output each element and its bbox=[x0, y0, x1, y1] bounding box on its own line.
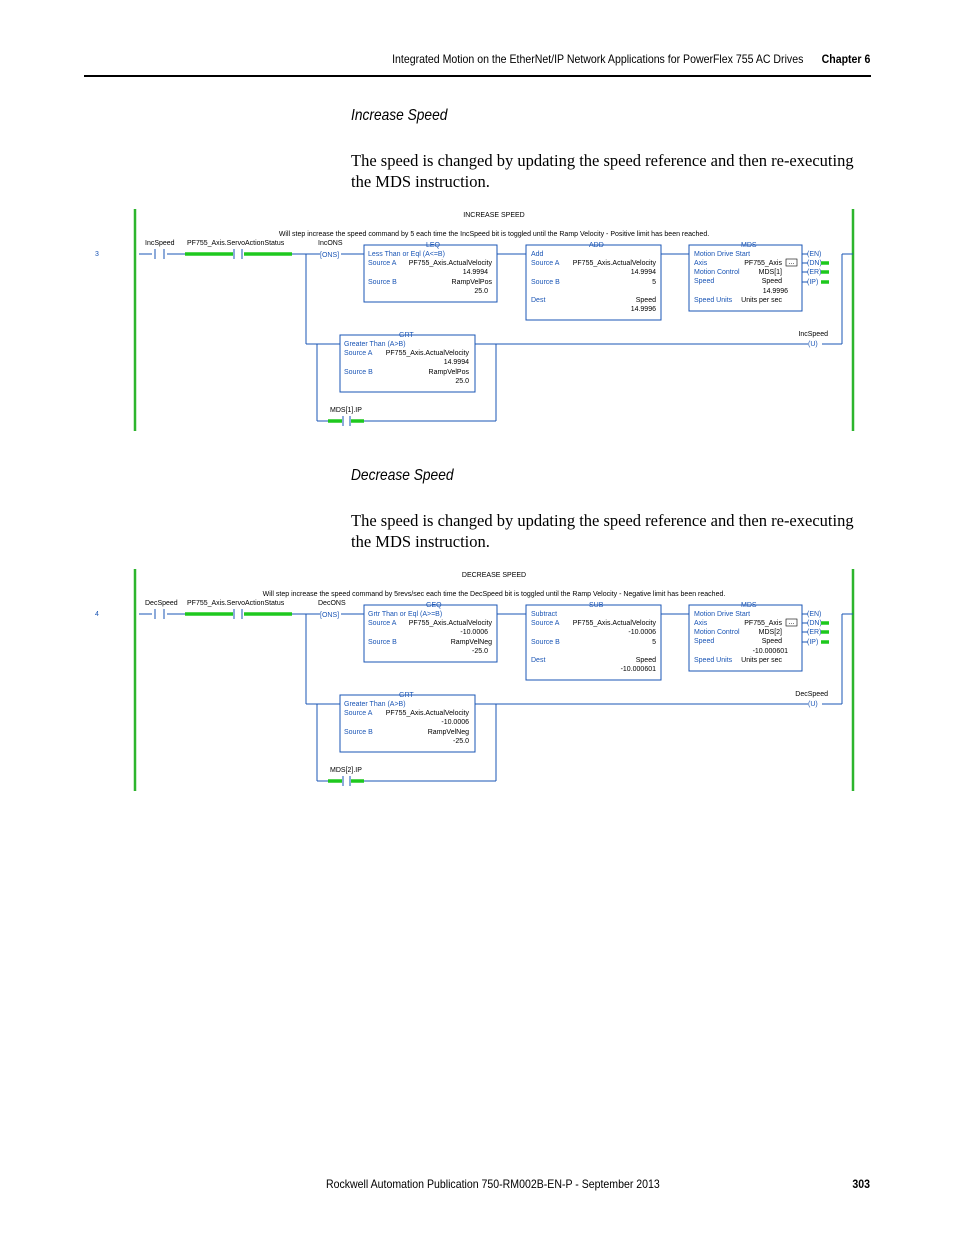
mds-output-en: (EN) bbox=[807, 611, 822, 618]
svg-text:MDS[2].IP: MDS[2].IP bbox=[330, 767, 362, 774]
svg-text:Source B: Source B bbox=[344, 729, 373, 736]
rung-comment: Will step increase the speed command by 5revs/sec each time the DecSpeed bit is toggled until the Ramp Velocity - Negative limit has been reached. bbox=[262, 591, 726, 598]
svg-text:Source A: Source A bbox=[344, 710, 373, 717]
section-paragraph-increase-speed: The speed is changed by updating the speed reference and then re-executing the MDS instruction. bbox=[351, 151, 854, 191]
mds-output-dn: (DN) bbox=[807, 260, 822, 267]
svg-text:Units per sec: Units per sec bbox=[741, 657, 782, 664]
svg-text:Axis: Axis bbox=[694, 260, 708, 267]
svg-text:(U): (U) bbox=[808, 341, 818, 348]
mds-output-er: (ER) bbox=[807, 629, 822, 636]
svg-text:Subtract: Subtract bbox=[531, 611, 558, 618]
mds-instruction-box bbox=[689, 602, 829, 671]
svg-text:RampVelPos: RampVelPos bbox=[451, 279, 492, 286]
svg-text:-10.000601: -10.000601 bbox=[752, 648, 788, 655]
svg-text:MDS: MDS bbox=[741, 242, 757, 249]
svg-text:Source B: Source B bbox=[531, 279, 560, 286]
svg-text:Units per sec: Units per sec bbox=[741, 297, 782, 304]
svg-text:Speed: Speed bbox=[694, 638, 715, 645]
svg-text:RampVelNeg: RampVelNeg bbox=[450, 639, 492, 646]
svg-text:Greater Than (A>B): Greater Than (A>B) bbox=[344, 701, 406, 708]
running-header-title: Integrated Motion on the EtherNet/IP Network Applications for PowerFlex 755 AC Drives bbox=[391, 52, 803, 66]
svg-text:5: 5 bbox=[652, 639, 656, 646]
svg-text:PF755_Axis.ActualVelocity: PF755_Axis.ActualVelocity bbox=[385, 710, 469, 717]
svg-text:PF755_Axis.ServoActionStatus: PF755_Axis.ServoActionStatus bbox=[187, 600, 285, 607]
svg-text:14.9994: 14.9994 bbox=[630, 269, 656, 276]
svg-text:RampVelPos: RampVelPos bbox=[428, 369, 469, 376]
svg-text:DecSpeed: DecSpeed bbox=[795, 691, 828, 698]
svg-text:Source B: Source B bbox=[531, 639, 560, 646]
mds-output-ip: (IP) bbox=[807, 639, 819, 646]
svg-text:ADD: ADD bbox=[589, 242, 604, 249]
mds-output-dn: (DN) bbox=[807, 620, 822, 627]
otu-unlatch-coil bbox=[798, 331, 828, 348]
otu-unlatch-coil bbox=[795, 691, 828, 708]
svg-text:Source B: Source B bbox=[344, 369, 373, 376]
svg-text:...: ... bbox=[788, 259, 795, 266]
svg-text:Axis: Axis bbox=[694, 620, 708, 627]
svg-text:Grtr Than or Eql (A>=B): Grtr Than or Eql (A>=B) bbox=[368, 611, 443, 618]
rung-number: 3 bbox=[95, 251, 99, 258]
svg-text:5: 5 bbox=[652, 279, 656, 286]
svg-text:RampVelNeg: RampVelNeg bbox=[427, 729, 469, 736]
svg-text:LEQ: LEQ bbox=[426, 242, 441, 249]
ons-instruction bbox=[318, 240, 343, 259]
svg-text:-25.0: -25.0 bbox=[472, 648, 488, 655]
svg-text:GEQ: GEQ bbox=[426, 602, 442, 609]
svg-text:SUB: SUB bbox=[589, 602, 604, 609]
math-instruction-box bbox=[526, 602, 661, 680]
rung-title: INCREASE SPEED bbox=[463, 212, 525, 219]
svg-text:Speed: Speed bbox=[635, 297, 656, 304]
svg-text:MDS[1]: MDS[1] bbox=[758, 269, 782, 276]
footer-page-number: 303 bbox=[852, 1177, 870, 1191]
section-paragraph-decrease-speed: The speed is changed by updating the speed reference and then re-executing the MDS instruction. bbox=[351, 511, 854, 551]
svg-text:PF755_Axis.ActualVelocity: PF755_Axis.ActualVelocity bbox=[385, 350, 469, 357]
svg-text:Greater Than (A>B): Greater Than (A>B) bbox=[344, 341, 406, 348]
svg-text:14.9996: 14.9996 bbox=[762, 288, 788, 295]
ladder-rung-diagram bbox=[0, 569, 954, 793]
svg-text:Speed: Speed bbox=[694, 278, 715, 285]
svg-text:Speed: Speed bbox=[761, 278, 782, 285]
svg-text:MDS: MDS bbox=[741, 602, 757, 609]
svg-text:Motion Control: Motion Control bbox=[694, 269, 740, 276]
svg-text:Dest: Dest bbox=[531, 297, 546, 304]
svg-text:PF755_Axis.ServoActionStatus: PF755_Axis.ServoActionStatus bbox=[187, 240, 285, 247]
rung-number: 4 bbox=[95, 611, 99, 618]
mds-output-en: (EN) bbox=[807, 251, 822, 258]
svg-text:Motion Control: Motion Control bbox=[694, 629, 740, 636]
svg-text:(U): (U) bbox=[808, 701, 818, 708]
rung-title: DECREASE SPEED bbox=[461, 572, 527, 579]
mds-output-er: (ER) bbox=[807, 269, 822, 276]
svg-text:Speed: Speed bbox=[635, 657, 656, 664]
compare-instruction-box bbox=[364, 602, 497, 662]
mds-ip-contact bbox=[328, 407, 364, 426]
svg-text:PF755_Axis: PF755_Axis bbox=[744, 260, 782, 267]
svg-text:Less Than or Eql (A<=B): Less Than or Eql (A<=B) bbox=[368, 251, 445, 258]
svg-text:Source B: Source B bbox=[368, 639, 397, 646]
footer-publication: Rockwell Automation Publication 750-RM002B-EN-P - September 2013 bbox=[326, 1177, 660, 1191]
svg-text:25.0: 25.0 bbox=[455, 378, 469, 385]
svg-text:Dest: Dest bbox=[531, 657, 546, 664]
rung-comment: Will step increase the speed command by 5 each time the IncSpeed bit is toggled until the Ramp Velocity - Positive limit has been reached. bbox=[278, 231, 710, 238]
svg-text:Add: Add bbox=[531, 251, 544, 258]
svg-text:Speed Units: Speed Units bbox=[694, 297, 733, 304]
svg-text:-10.000601: -10.000601 bbox=[620, 666, 656, 673]
svg-text:MDS[2]: MDS[2] bbox=[758, 629, 782, 636]
compare-instruction-box bbox=[364, 242, 497, 302]
svg-text:IncSpeed: IncSpeed bbox=[145, 240, 175, 247]
svg-text:Source A: Source A bbox=[531, 260, 560, 267]
mds-ip-contact bbox=[328, 767, 364, 786]
svg-text:14.9996: 14.9996 bbox=[630, 306, 656, 313]
svg-text:-10.0006: -10.0006 bbox=[460, 629, 488, 636]
svg-text:Source B: Source B bbox=[368, 279, 397, 286]
ladder-rung-diagram bbox=[0, 209, 954, 433]
grt-instruction-box bbox=[340, 332, 475, 392]
xic-contact-2 bbox=[185, 600, 292, 619]
math-instruction-box bbox=[526, 242, 661, 320]
svg-text:-10.0006: -10.0006 bbox=[441, 719, 469, 726]
ons-label: [ONS] bbox=[320, 612, 340, 619]
svg-text:Motion Drive Start: Motion Drive Start bbox=[694, 611, 751, 618]
svg-text:-25.0: -25.0 bbox=[453, 738, 469, 745]
svg-text:DecSpeed: DecSpeed bbox=[145, 600, 178, 607]
ons-label: [ONS] bbox=[320, 252, 340, 259]
svg-text:Motion Drive Start: Motion Drive Start bbox=[694, 251, 751, 258]
svg-text:GRT: GRT bbox=[399, 332, 414, 339]
mds-output-ip: (IP) bbox=[807, 279, 819, 286]
svg-text:Source A: Source A bbox=[368, 620, 397, 627]
svg-text:Source A: Source A bbox=[344, 350, 373, 357]
xic-contact-1 bbox=[145, 240, 175, 259]
svg-text:...: ... bbox=[788, 619, 795, 626]
svg-text:PF755_Axis.ActualVelocity: PF755_Axis.ActualVelocity bbox=[408, 260, 492, 267]
svg-text:MDS[1].IP: MDS[1].IP bbox=[330, 407, 362, 414]
ons-instruction bbox=[318, 600, 346, 619]
svg-text:Source A: Source A bbox=[531, 620, 560, 627]
xic-contact-2 bbox=[185, 240, 292, 259]
svg-text:IncSpeed: IncSpeed bbox=[798, 331, 828, 338]
running-header-chapter: Chapter 6 bbox=[821, 52, 870, 66]
svg-text:Speed: Speed bbox=[761, 638, 782, 645]
svg-text:IncONS: IncONS bbox=[318, 240, 343, 247]
section-heading-increase-speed: Increase Speed bbox=[351, 107, 448, 124]
svg-text:Speed Units: Speed Units bbox=[694, 657, 733, 664]
svg-text:25.0: 25.0 bbox=[474, 288, 488, 295]
svg-text:PF755_Axis.ActualVelocity: PF755_Axis.ActualVelocity bbox=[572, 620, 656, 627]
svg-text:Source A: Source A bbox=[368, 260, 397, 267]
svg-text:GRT: GRT bbox=[399, 692, 414, 699]
svg-text:PF755_Axis.ActualVelocity: PF755_Axis.ActualVelocity bbox=[408, 620, 492, 627]
xic-contact-1 bbox=[145, 600, 178, 619]
svg-text:14.9994: 14.9994 bbox=[443, 359, 469, 366]
section-heading-decrease-speed: Decrease Speed bbox=[351, 467, 454, 484]
svg-text:PF755_Axis: PF755_Axis bbox=[744, 620, 782, 627]
svg-text:DecONS: DecONS bbox=[318, 600, 346, 607]
svg-text:-10.0006: -10.0006 bbox=[628, 629, 656, 636]
header-rule bbox=[84, 75, 871, 77]
grt-instruction-box bbox=[340, 692, 475, 752]
svg-text:PF755_Axis.ActualVelocity: PF755_Axis.ActualVelocity bbox=[572, 260, 656, 267]
mds-instruction-box bbox=[689, 242, 829, 311]
svg-text:14.9994: 14.9994 bbox=[462, 269, 488, 276]
